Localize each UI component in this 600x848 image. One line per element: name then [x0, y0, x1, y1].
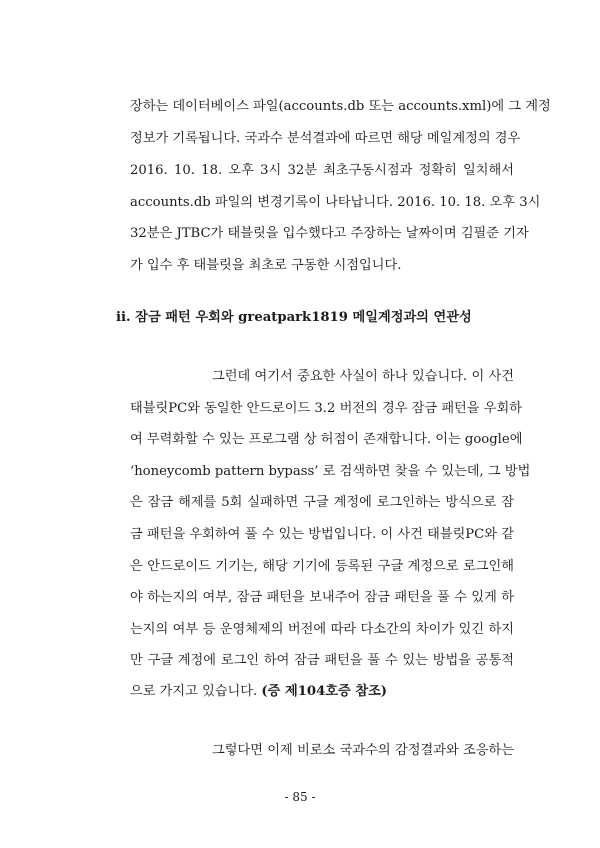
section-heading: ⅱ. 잠금 패턴 우회와 greatpark1819 메일계정과의 연관성: [116, 310, 472, 325]
text-line: 여 무력화할 수 있는 프로그램 상 허점이 존재합니다. 이는 google에: [130, 432, 523, 447]
text-line: 태블릿PC와 동일한 안드로이드 3.2 버전의 경우 잠금 패턴을 우회하: [130, 401, 522, 416]
text-line: [130, 683, 514, 701]
text-line: 32분은 JTBC가 태블릿을 입수했다고 주장하는 날짜이며 김필준 기자: [130, 226, 529, 241]
text-line: 은 잠금 해제를 5회 실패하면 구글 계정에 로그인하는 방식으로 잠: [130, 495, 514, 510]
text-line: accounts.db 파일의 변경기록이 나타납니다. 2016. 10. 18. 오후 3시: [130, 195, 541, 210]
page-number: - 85 -: [284, 790, 316, 804]
text-line: 는지의 여부 등 운영체제의 버전에 따라 다소간의 차이가 있긴 하지: [130, 622, 514, 637]
text-line: 가 입수 후 태블릿을 최초로 구동한 시점입니다.: [130, 258, 402, 273]
text-line: 금 패턴을 우회하여 풀 수 있는 방법입니다. 이 사건 태블릿PC와 같: [130, 527, 514, 542]
text-line: 그런데 여기서 중요한 사실이 하나 있습니다. 이 사건: [212, 369, 514, 384]
text-line: 장하는 데이터베이스 파일(accounts.db 또는 accounts.xml)에 그 계정: [130, 99, 551, 114]
text-line: 2016. 10. 18. 오후 3시 32분 최초구동시점과 정확히 일치해서: [130, 163, 514, 178]
text-line: 그렇다면 이제 비로소 국과수의 감정결과와 조응하는: [212, 743, 514, 758]
text-line: 정보가 기록됩니다. 국과수 분석결과에 따르면 해당 메일계정의 경우: [130, 131, 521, 146]
text-line: ‘honeycomb pattern bypass’ 로 검색하면 찾을 수 있는데, 그 방법: [130, 464, 531, 479]
citation-reference: (증 제104호증 참조): [261, 684, 388, 699]
text-line: 야 하는지의 여부, 잠금 패턴을 보내주어 잠금 패턴을 풀 수 있게 하: [130, 590, 514, 605]
text-line: 만 구글 계정에 로그인 하여 잠금 패턴을 풀 수 있는 방법을 공통적: [130, 653, 514, 668]
text-line: 은 안드로이드 기기는, 해당 기기에 등록된 구글 계정으로 로그인해: [130, 559, 514, 574]
text-span: 으로 가지고 있습니다.: [130, 684, 262, 699]
